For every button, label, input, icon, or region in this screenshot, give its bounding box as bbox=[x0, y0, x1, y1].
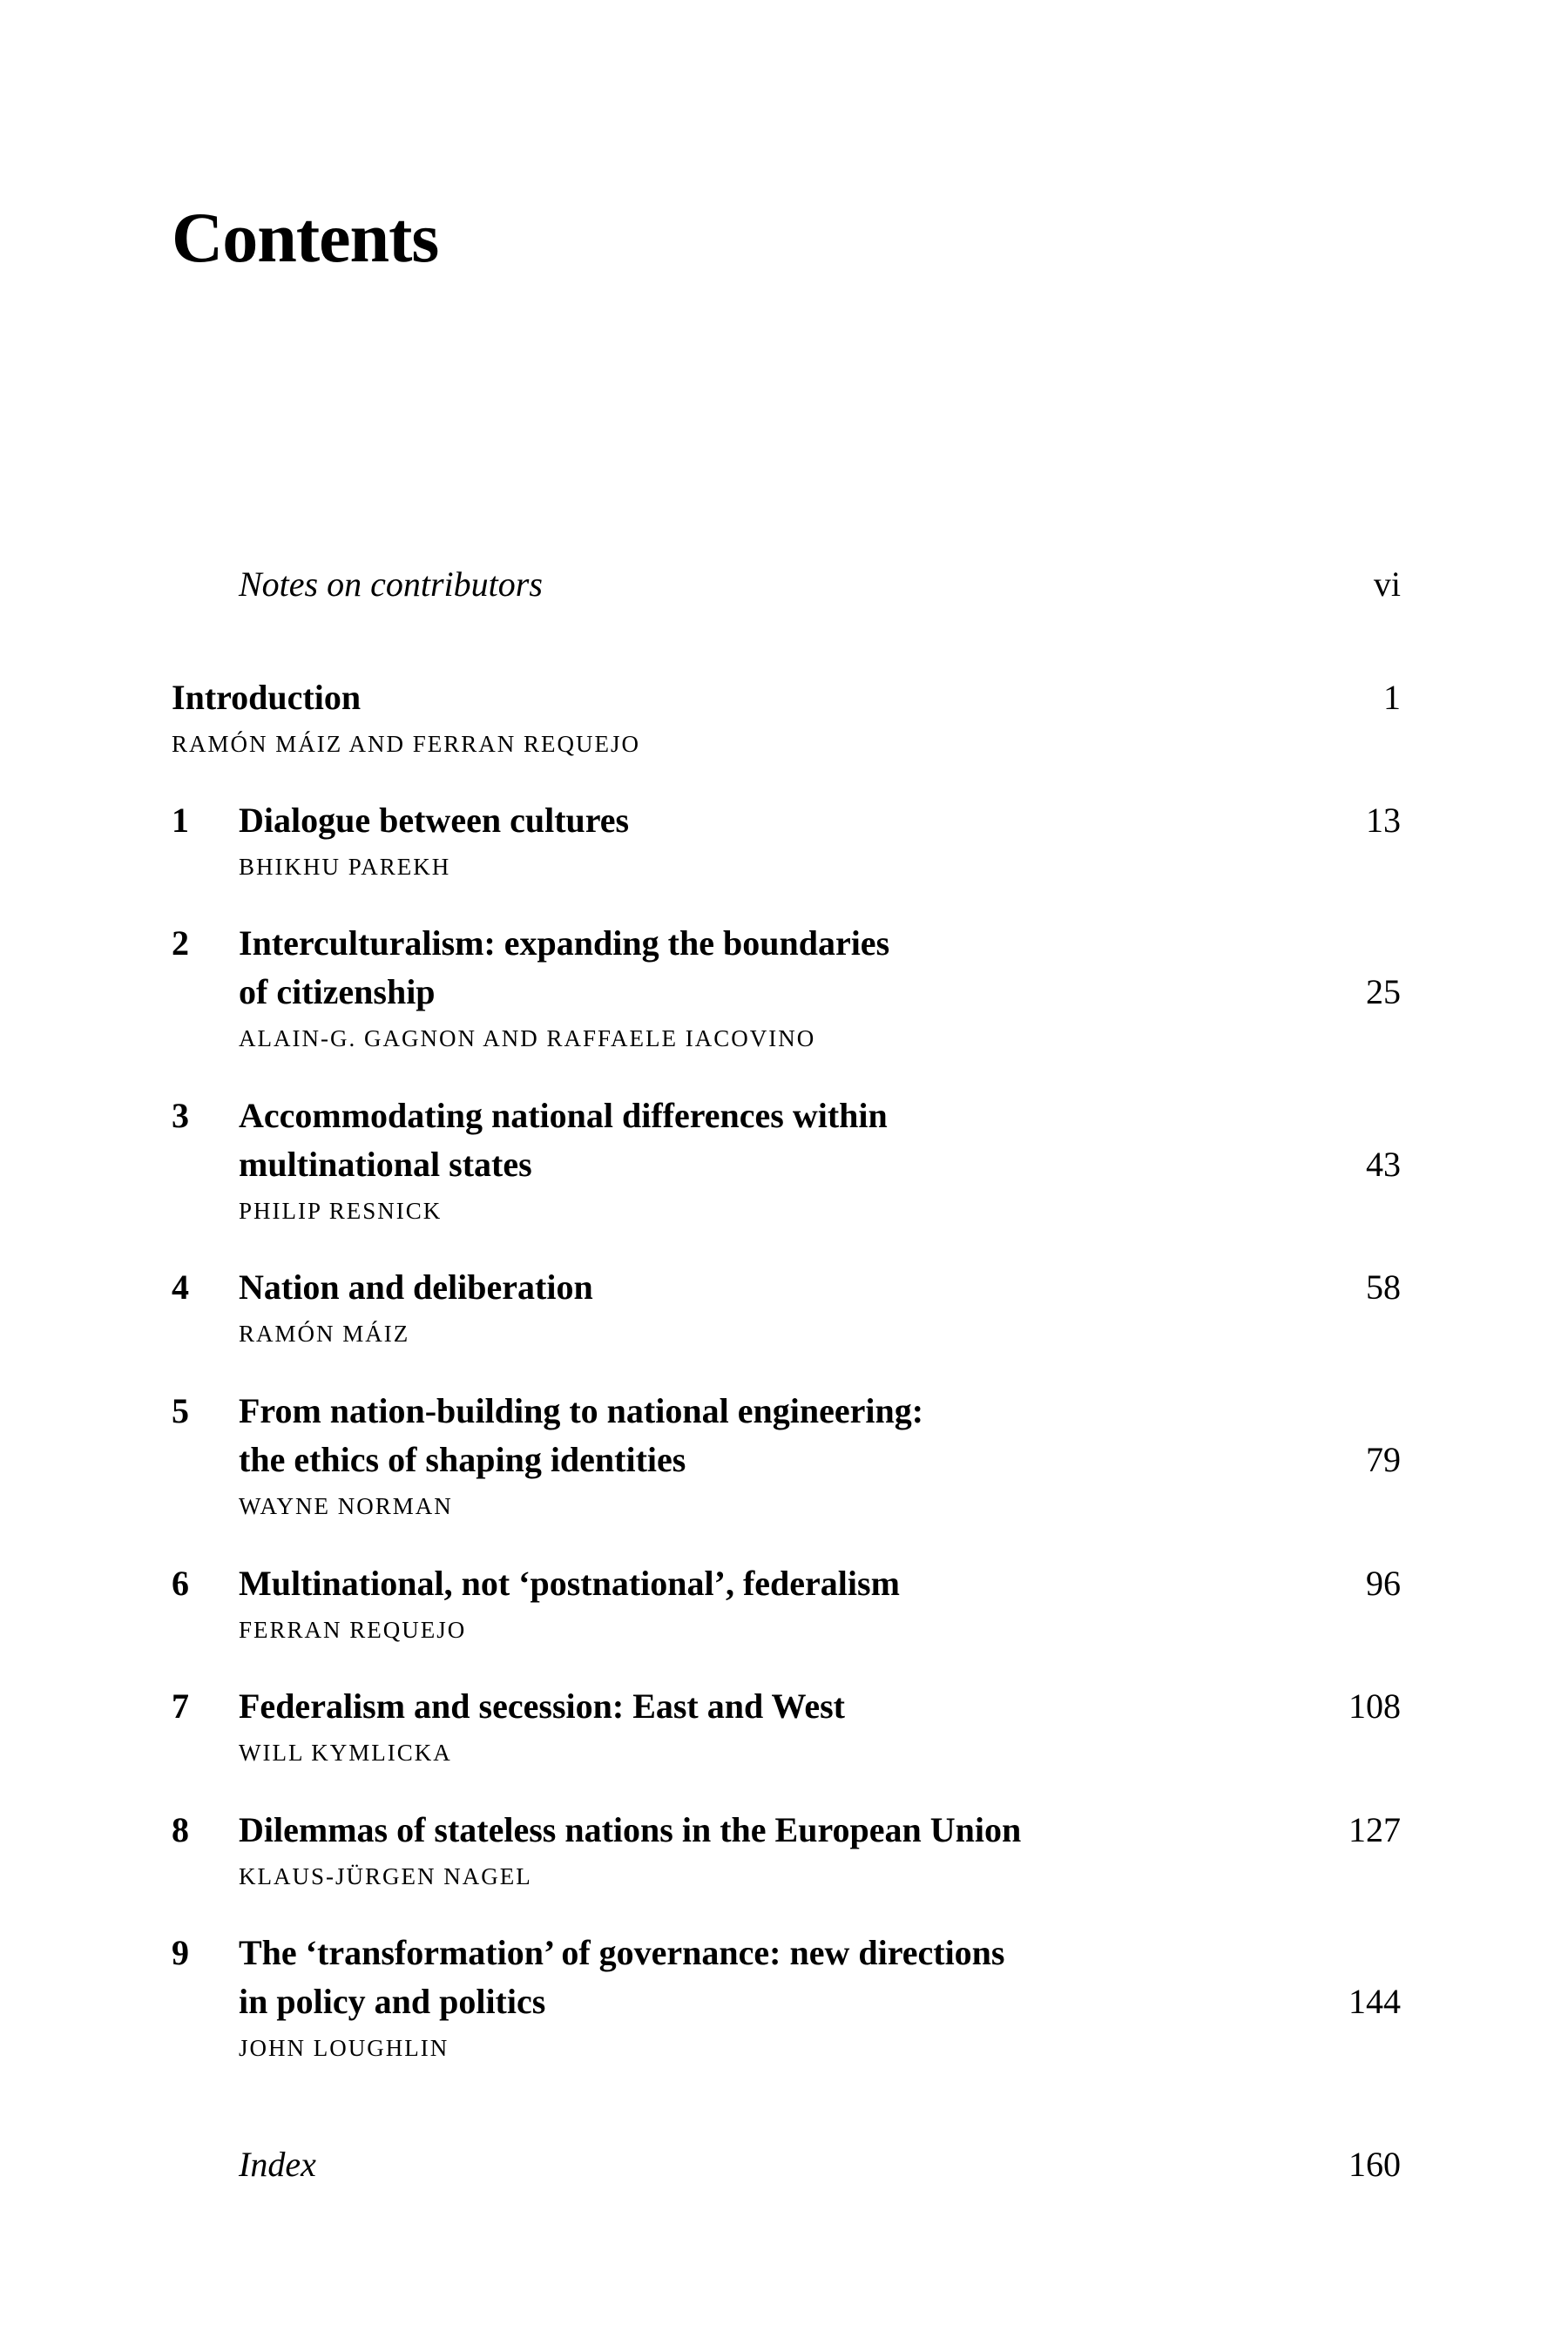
toc-entry-page: 96 bbox=[1366, 1564, 1401, 1603]
chapter-number: 8 bbox=[172, 1810, 189, 1849]
toc-entry-author: JOHN LOUGHLIN bbox=[239, 2035, 449, 2061]
toc-entry-author: KLAUS-JÜRGEN NAGEL bbox=[239, 1863, 532, 1889]
toc-entry-index[interactable] bbox=[0, 2140, 1568, 2193]
toc-entry-title: Dialogue between cultures bbox=[239, 801, 630, 840]
toc-entry-title: Interculturalism: expanding the boundaries bbox=[239, 923, 890, 963]
chapter-number: 5 bbox=[172, 1391, 189, 1430]
toc-entry-page: 13 bbox=[1366, 801, 1401, 840]
toc-entry-title: The ‘transformation’ of governance: new directions bbox=[239, 1933, 1005, 1972]
toc-entry-title: Introduction bbox=[172, 678, 362, 717]
toc-entry-introduction[interactable] bbox=[0, 673, 1568, 726]
toc-entry-page: vi bbox=[1373, 564, 1401, 604]
toc-entry-title: of citizenship bbox=[239, 972, 436, 1011]
chapter-number: 2 bbox=[172, 923, 189, 963]
toc-entry-page: 25 bbox=[1366, 972, 1401, 1011]
toc-entry-notes-on-contributors[interactable] bbox=[0, 560, 1568, 612]
toc-entry-chapter-1[interactable] bbox=[0, 796, 1568, 848]
chapter-number: 6 bbox=[172, 1564, 189, 1603]
toc-entry-chapter-8[interactable] bbox=[0, 1806, 1568, 1858]
page-title: Contents bbox=[172, 198, 439, 277]
toc-entry-title: Nation and deliberation bbox=[239, 1267, 593, 1307]
toc-entry-page: 58 bbox=[1366, 1267, 1401, 1307]
toc-entry-chapter-6[interactable] bbox=[0, 1559, 1568, 1612]
chapter-number: 4 bbox=[172, 1267, 189, 1307]
toc-entry-title: Dilemmas of stateless nations in the European Union bbox=[239, 1810, 1022, 1849]
toc-entry-title: From nation-building to national engineering: bbox=[239, 1391, 924, 1430]
toc-entry-page: 144 bbox=[1348, 1982, 1401, 2021]
toc-entry-page: 108 bbox=[1348, 1686, 1401, 1726]
toc-entry-author: WILL KYMLICKA bbox=[239, 1740, 452, 1766]
toc-entry-chapter-9-line-2[interactable] bbox=[0, 1977, 1568, 2030]
toc-entry-title: Accommodating national differences within bbox=[239, 1096, 888, 1135]
toc-entry-chapter-7[interactable] bbox=[0, 1682, 1568, 1734]
toc-entry-page: 79 bbox=[1366, 1440, 1401, 1479]
toc-entry-author: WAYNE NORMAN bbox=[239, 1493, 453, 1519]
toc-entry-title: in policy and politics bbox=[239, 1982, 546, 2021]
toc-entry-chapter-5-line-2[interactable] bbox=[0, 1436, 1568, 1488]
toc-entry-author: PHILIP RESNICK bbox=[239, 1198, 443, 1224]
toc-entry-chapter-9[interactable] bbox=[0, 1929, 1568, 1981]
chapter-number: 1 bbox=[172, 801, 189, 840]
toc-entry-page: 1 bbox=[1383, 678, 1401, 717]
toc-entry-author: RAMÓN MÁIZ bbox=[239, 1321, 410, 1347]
toc-entry-title: Index bbox=[239, 2145, 316, 2184]
toc-entry-author: ALAIN-G. GAGNON AND RAFFAELE IACOVINO bbox=[239, 1025, 816, 1051]
toc-entry-chapter-5[interactable] bbox=[0, 1387, 1568, 1439]
toc-entry-author: RAMÓN MÁIZ AND FERRAN REQUEJO bbox=[172, 731, 641, 757]
toc-entry-chapter-3[interactable] bbox=[0, 1092, 1568, 1144]
chapter-number: 3 bbox=[172, 1096, 189, 1135]
toc-entry-title: Federalism and secession: East and West bbox=[239, 1686, 845, 1726]
toc-entry-chapter-4[interactable] bbox=[0, 1263, 1568, 1315]
toc-entry-chapter-3-line-2[interactable] bbox=[0, 1140, 1568, 1193]
toc-entry-title: multinational states bbox=[239, 1145, 532, 1184]
toc-entry-chapter-2[interactable] bbox=[0, 919, 1568, 971]
toc-entry-author: FERRAN REQUEJO bbox=[239, 1617, 467, 1643]
chapter-number: 7 bbox=[172, 1686, 189, 1726]
toc-entry-title: the ethics of shaping identities bbox=[239, 1440, 686, 1479]
toc-entry-author: BHIKHU PAREKH bbox=[239, 854, 451, 880]
toc-entry-page: 160 bbox=[1348, 2145, 1401, 2184]
toc-entry-title: Notes on contributors bbox=[239, 564, 543, 604]
toc-entry-page: 43 bbox=[1366, 1145, 1401, 1184]
toc-entry-page: 127 bbox=[1348, 1810, 1401, 1849]
toc-entry-title: Multinational, not ‘postnational’, federalism bbox=[239, 1564, 900, 1603]
toc-entry-chapter-2-line-2[interactable] bbox=[0, 968, 1568, 1020]
chapter-number: 9 bbox=[172, 1933, 189, 1972]
